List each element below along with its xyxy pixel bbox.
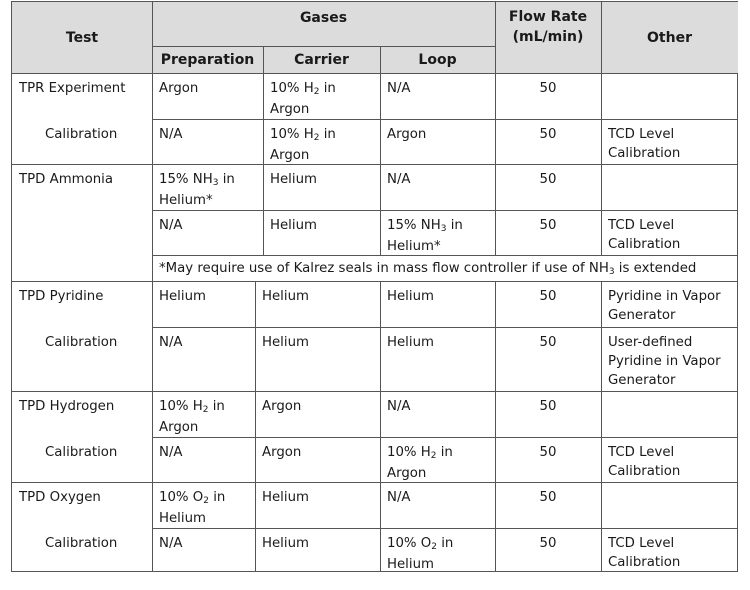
- divider: [152, 255, 738, 256]
- row-9-test: TPD Oxygen: [19, 490, 101, 505]
- row-7-carrier: Argon: [262, 399, 302, 414]
- row-10-flow: 50: [539, 536, 557, 551]
- row-5-other: Pyridine in Vapor Generator: [608, 289, 721, 323]
- divider: [601, 2, 602, 255]
- row-10-loop: 10% $O_2$ in Helium: [387, 536, 454, 572]
- header-other: [601, 2, 738, 73]
- header-gases: [152, 2, 495, 46]
- divider: [152, 437, 738, 438]
- row-2-preparation: 15% $NH_3$ in Helium*: [159, 172, 235, 208]
- row-2-flow: 50: [539, 172, 557, 187]
- divider: [152, 119, 738, 120]
- row-9-loop: N/A: [387, 490, 411, 505]
- row-0-test: TPR Experiment: [19, 81, 126, 96]
- divider: [380, 281, 381, 572]
- row-7-preparation: 10% $H_2$ in Argon: [159, 399, 225, 435]
- ammonia-footnote: *May require use of Kalrez seals in mass flow controller if use of $NH_3$ is extended: [159, 261, 697, 277]
- divider: [263, 46, 264, 255]
- row-8-loop: 10% $H_2$ in Argon: [387, 445, 453, 481]
- header-loop-label: Loop: [418, 52, 457, 68]
- row-10-other: TCD Level Calibration: [608, 536, 681, 570]
- header-loop: [380, 46, 495, 73]
- row-5-flow: 50: [539, 289, 557, 304]
- divider: [601, 281, 602, 572]
- divider: [152, 46, 495, 47]
- row-2-test: TPD Ammonia: [19, 172, 114, 187]
- divider: [152, 2, 153, 572]
- row-6-carrier: Helium: [262, 335, 309, 350]
- header-other-label: Other: [647, 29, 692, 46]
- row-5-preparation: Helium: [159, 289, 206, 304]
- row-5-loop: Helium: [387, 289, 434, 304]
- row-7-loop: N/A: [387, 399, 411, 414]
- divider: [12, 391, 738, 392]
- row-3-loop: 15% $NH_3$ in Helium*: [387, 218, 463, 254]
- row-7-test: TPD Hydrogen: [19, 399, 115, 414]
- header-preparation-label: Preparation: [160, 52, 255, 68]
- row-6-preparation: N/A: [159, 335, 183, 350]
- row-2-loop: N/A: [387, 172, 411, 187]
- divider: [380, 46, 381, 255]
- divider: [12, 73, 738, 74]
- row-1-carrier: 10% $H_2$ in Argon: [270, 127, 336, 163]
- row-10-carrier: Helium: [262, 536, 309, 551]
- row-2-carrier: Helium: [270, 172, 317, 187]
- row-3-carrier: Helium: [270, 218, 317, 233]
- divider: [495, 2, 496, 255]
- header-flow-rate-line2: (mL/min): [512, 29, 584, 45]
- row-7-flow: 50: [539, 399, 557, 414]
- row-1-flow: 50: [539, 127, 557, 142]
- header-test: [12, 2, 152, 73]
- divider: [152, 327, 738, 328]
- row-1-other: TCD Level Calibration: [608, 127, 681, 161]
- row-1-loop: Argon: [387, 127, 427, 142]
- row-5-test: TPD Pyridine: [19, 289, 104, 304]
- divider: [152, 210, 738, 211]
- row-3-flow: 50: [539, 218, 557, 233]
- header-test-label: Test: [65, 29, 99, 46]
- row-3-preparation: N/A: [159, 218, 183, 233]
- row-8-preparation: N/A: [159, 445, 183, 460]
- row-6-flow: 50: [539, 335, 557, 350]
- row-8-test: Calibration: [45, 445, 118, 460]
- row-6-other: User-defined Pyridine in Vapor Generator: [608, 335, 721, 388]
- row-0-loop: N/A: [387, 81, 411, 96]
- divider: [12, 482, 738, 483]
- row-5-carrier: Helium: [262, 289, 309, 304]
- divider: [12, 164, 738, 165]
- row-0-carrier: 10% $H_2$ in Argon: [270, 81, 336, 117]
- row-8-carrier: Argon: [262, 445, 302, 460]
- divider: [495, 281, 496, 572]
- row-10-preparation: N/A: [159, 536, 183, 551]
- row-9-flow: 50: [539, 490, 557, 505]
- row-0-preparation: Argon: [159, 81, 199, 96]
- row-1-preparation: N/A: [159, 127, 183, 142]
- row-3-other: TCD Level Calibration: [608, 218, 681, 252]
- row-8-other: TCD Level Calibration: [608, 445, 681, 479]
- row-9-preparation: 10% $O_2$ in Helium: [159, 490, 226, 526]
- row-0-flow: 50: [539, 81, 557, 96]
- divider: [255, 281, 256, 572]
- gas-settings-table: [11, 1, 738, 572]
- header-carrier: [263, 46, 380, 73]
- row-6-loop: Helium: [387, 335, 434, 350]
- header-flow-rate-line1: Flow Rate: [508, 9, 588, 25]
- row-8-flow: 50: [539, 445, 557, 460]
- divider: [12, 281, 738, 282]
- row-1-test: Calibration: [45, 127, 118, 142]
- header-preparation: [152, 46, 263, 73]
- header-flow-rate: [495, 2, 601, 73]
- row-9-carrier: Helium: [262, 490, 309, 505]
- header-gases-label: Gases: [299, 10, 348, 26]
- header-carrier-label: Carrier: [294, 52, 349, 68]
- row-10-test: Calibration: [45, 536, 118, 551]
- row-6-test: Calibration: [45, 335, 118, 350]
- divider: [152, 528, 738, 529]
